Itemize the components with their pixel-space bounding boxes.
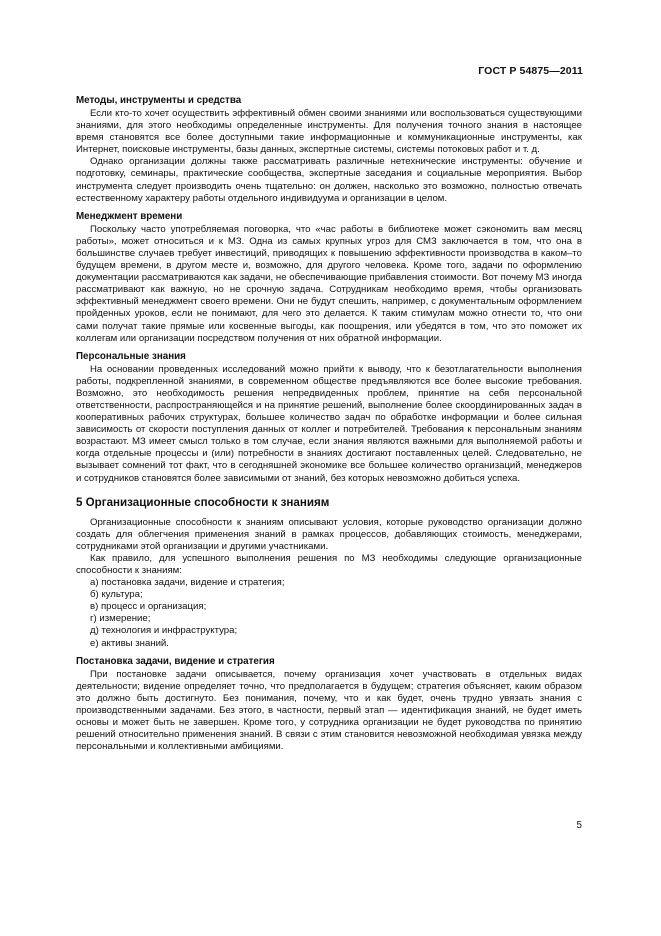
paragraph: Если кто-то хочет осуществить эффективный обмен своими знаниями или воспользоваться существующими знаниями, для этого необходимы определенные инструменты. Для получения точного знания в настоящее время становятся все более доступными такие информационные и коммуникационные инструменты, как Интернет, поисковые инструменты, базы данных, экспертные системы, системы потоковых работ и т. д. <box>76 108 582 156</box>
list-item: г) измерение; <box>90 613 151 625</box>
paragraph: Поскольку часто употребляемая поговорка, что «час работы в библиотеке может сэкономить вам месяц работы», может относиться и к МЗ. Одна из самых крупных угроз для СМЗ заключается в том, что она в большинстве случаев требует инвестиций, приводящих к повышению эффективности производства в каком–то будущем времени, в другом месте и, возможно, для другого человека. Кроме того, задачи по оформлению документации рассматриваются как задачи, не обеспечивающие прибавления стоимости. Вот почему МЗ иногда рассматривают как важную, но не срочную задача. Сотрудникам необходимо время, чтобы организовать эффективный менеджмент своего времени. Они не будут спешить, например, с документальным оформлением пройденных уроков, если не понимают, для чего это делается. К таким стимулам можно отнести то, что они сами получат такие прямые или косвенные выгоды, как поощрения, или убедятся в том, что это поможет их коллегам или организации посредством получения от них обратной информации. <box>76 223 582 344</box>
page-body <box>76 94 582 753</box>
paragraph: Организационные способности к знаниям описывают условия, которые руководство организации должно создать для облегчения применения знаний в рамках процессов, добавляющих стоимость, менеджерами, сотрудниками этой организации и другими участниками. <box>76 516 582 552</box>
paragraph: Однако организации должны также рассматривать различные нетехнические инструменты: обучение и подготовку, семинары, практические сообщества, экспертные заседания и социальные мероприятия. Выбор инструмента следует производить очень тщательно: он должен, насколько это возможно, полностью отвечать естественному характеру работы отдельного индивидуума и организации в целом. <box>76 156 582 204</box>
capabilities-list <box>76 577 582 650</box>
subsection-heading-mission: Постановка задачи, видение и стратегия <box>76 655 275 667</box>
paragraph: На основании проведенных исследований можно прийти к выводу, что к безотлагательности выполнения работы, подкрепленной знаниями, в современном обществе предъявляются все более высокие требования. Возможно, это необходимость решения непредвиденных проблем, принятие на себя персональной ответственности, распространяющейся и на принятие решений, выполнение более скоординированных задач в кооперативных рабочих структурах, большее количество задач по обработке информации и более сильная зависимость от скорости поступления данных от коллег и потребителей. Требования к персональным знаниям возрастают. МЗ имеет смысл только в том случае, если знания являются важными для выполняемой работы и когда отдельные процессы и (или) потребности в знаниях достигают поставленных целей. Следовательно, не вызывает сомнений тот факт, что в сегодняшней экономике все большее количество организаций, менеджеров и сотрудников становятся более зависимыми от знаний, без которых невозможно добиться успеха. <box>76 363 582 484</box>
standard-designation: ГОСТ Р 54875—2011 <box>478 65 583 77</box>
list-item: б) культура; <box>90 589 143 601</box>
paragraph: При постановке задачи описывается, почему организация хочет участвовать в отдельных видах деятельности; видение определяет точно, что предполагается в будущем; стратегия объясняет, каким образом это должно быть достигнуто. Без понимания, почему, что и как будет, очень трудно увязать знания с производственными задачами. Без этого, в частности, первый этап — идентификация знаний, не будет иметь основы и может быть не завершен. Кроме того, у сотрудника организации не будет руководства по принятию решений относительно применения знаний. В связи с этим становится невозможной необходимая увязка между персональными и коллективными амбициями. <box>76 668 582 753</box>
paragraph: Как правило, для успешного выполнения решения по МЗ необходимы следующие организационные способности к знаниям: <box>76 552 582 576</box>
list-item: а) постановка задачи, видение и стратегия; <box>90 577 285 589</box>
chapter-heading: 5 Организационные способности к знаниям <box>76 495 330 509</box>
section-heading-time-management: Менеджмент времени <box>76 210 183 222</box>
section-heading-personal-knowledge: Персональные знания <box>76 350 186 362</box>
list-item: в) процесс и организация; <box>90 601 207 613</box>
list-item: д) технология и инфраструктура; <box>90 625 238 637</box>
page-number: 5 <box>576 820 582 831</box>
list-item: е) активы знаний. <box>90 637 169 649</box>
section-heading-tools: Методы, инструменты и средства <box>76 95 242 106</box>
